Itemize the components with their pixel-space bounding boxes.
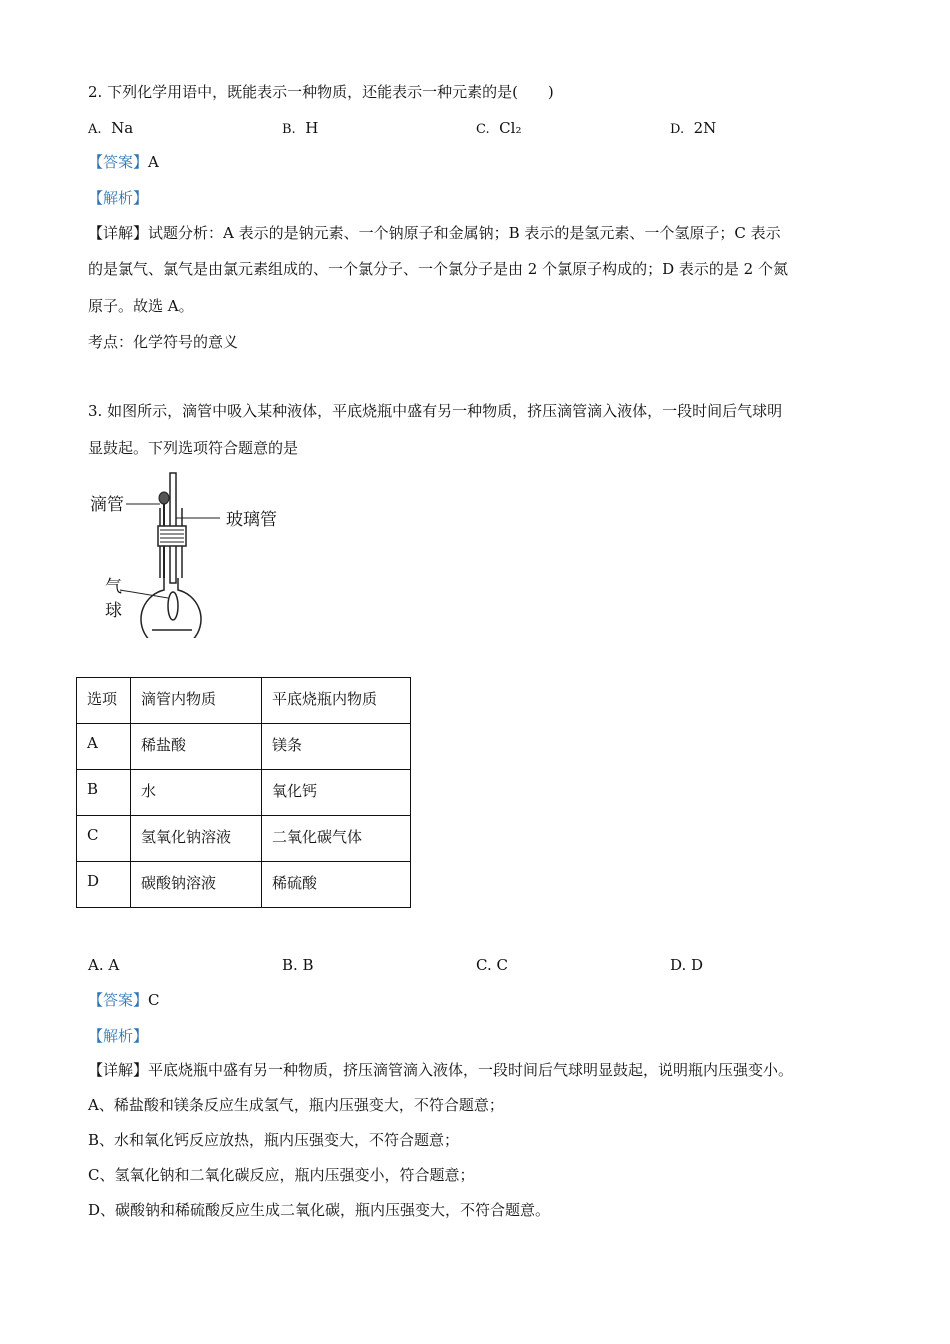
- q3-stem-line-1: 3. 如图所示，滴管中吸入某种液体，平底烧瓶中盛有另一种物质，挤压滴管滴入液体，一段时间后气球明: [88, 402, 783, 420]
- q2-detail-text-1: 试题分析：A 表示的是钠元素、一个钠原子和金属钠；B 表示的是氢元素、一个氢原子；C 表示: [148, 224, 781, 242]
- q3-options-table: [76, 677, 411, 908]
- label-dropper: 滴管: [90, 495, 124, 515]
- table-header-cell: 平底烧瓶内物质: [262, 678, 411, 724]
- q3-analysis-tag: 【解析】: [88, 1027, 149, 1045]
- q2-point: 考点：化学符号的意义: [88, 333, 239, 351]
- table-cell: 碳酸钠溶液: [131, 862, 262, 908]
- q3-option-a: A. A: [88, 956, 120, 974]
- table-header-cell: 滴管内物质: [131, 678, 262, 724]
- balloon-shape: [168, 592, 178, 620]
- q2-detail-line-1: [88, 223, 868, 243]
- q2-detail-line-2: 的是氯气、氯气是由氯元素组成的、一个氯分子、一个氯分子是由 2 个氯原子构成的；D 表示的是 2 个氮: [88, 260, 788, 278]
- q3-option-d: D. D: [670, 956, 704, 974]
- table-cell: B: [77, 770, 131, 816]
- q3-answer-value: C: [148, 991, 160, 1009]
- q3-detail-d: D、碳酸钠和稀硫酸反应生成二氧化碳，瓶内压强变大，不符合题意。: [88, 1201, 551, 1219]
- table-header-cell: 选项: [77, 678, 131, 724]
- label-glass-tube: 玻璃管: [226, 510, 277, 530]
- q3-answer: [88, 990, 160, 1010]
- table-cell: 镁条: [262, 724, 411, 770]
- label-balloon-2: 球: [105, 601, 122, 621]
- q3-detail-b: B、水和氧化钙反应放热，瓶内压强变大，不符合题意；: [88, 1131, 460, 1149]
- q2-option-b-label: B.: [282, 122, 296, 137]
- q3-detail-c: C、氢氧化钠和二氧化碳反应，瓶内压强变小，符合题意；: [88, 1166, 475, 1184]
- q2-detail-line-3: 原子。故选 A。: [88, 297, 194, 315]
- q2-answer-value: A: [148, 153, 159, 171]
- q2-answer: [88, 152, 159, 172]
- table-cell: D: [77, 862, 131, 908]
- table-cell: 氧化钙: [262, 770, 411, 816]
- table-row: [77, 770, 411, 816]
- table-cell: 二氧化碳气体: [262, 816, 411, 862]
- flask-shape: [141, 578, 201, 638]
- q2-answer-tag: 【答案】: [88, 153, 149, 171]
- table-row: [77, 816, 411, 862]
- q2-option-d-label: D.: [670, 122, 685, 137]
- table-cell: C: [77, 816, 131, 862]
- table-cell: 稀硫酸: [262, 862, 411, 908]
- q3-detail-first: 平底烧瓶中盛有另一种物质，挤压滴管滴入液体，一段时间后气球明显鼓起，说明瓶内压强变小。: [148, 1061, 794, 1079]
- table-cell: 水: [131, 770, 262, 816]
- q2-option-b-text: H: [305, 119, 319, 137]
- table-header-row: [77, 678, 411, 724]
- label-balloon-1: 气: [105, 577, 122, 597]
- dropper-bulb-shape: [159, 492, 169, 504]
- q3-option-c: C. C: [476, 956, 508, 974]
- q3-detail-tag: 【详解】: [88, 1061, 149, 1079]
- q3-answer-tag: 【答案】: [88, 991, 149, 1009]
- table-cell: 氢氧化钠溶液: [131, 816, 262, 862]
- q2-analysis-tag: 【解析】: [88, 189, 149, 207]
- q3-stem-line-2: 显鼓起。下列选项符合题意的是: [88, 439, 299, 457]
- q2-option-d-text: 2N: [693, 119, 717, 137]
- q3-detail-a: A、稀盐酸和镁条反应生成氢气，瓶内压强变大，不符合题意；: [88, 1096, 504, 1114]
- table-cell: A: [77, 724, 131, 770]
- q2-option-c-text: Cl₂: [499, 119, 522, 137]
- q3-detail-line-1: [88, 1060, 868, 1080]
- q2-option-d: [670, 118, 716, 140]
- q2-option-a-text: Na: [111, 119, 134, 137]
- q2-option-a: [88, 118, 133, 140]
- table-cell: 稀盐酸: [131, 724, 262, 770]
- table-row: [77, 724, 411, 770]
- stopper-shape: [158, 526, 186, 546]
- q3-option-b: B. B: [282, 956, 314, 974]
- apparatus-figure: [80, 468, 280, 638]
- q2-option-c-label: C.: [476, 122, 490, 137]
- q2-option-c: [476, 118, 521, 140]
- table-row: [77, 862, 411, 908]
- q2-stem: 2. 下列化学用语中，既能表示一种物质，还能表示一种元素的是( ): [88, 83, 554, 101]
- q2-option-b: [282, 118, 318, 140]
- q2-option-a-label: A.: [88, 122, 102, 137]
- q2-detail-tag: 【详解】: [88, 224, 149, 242]
